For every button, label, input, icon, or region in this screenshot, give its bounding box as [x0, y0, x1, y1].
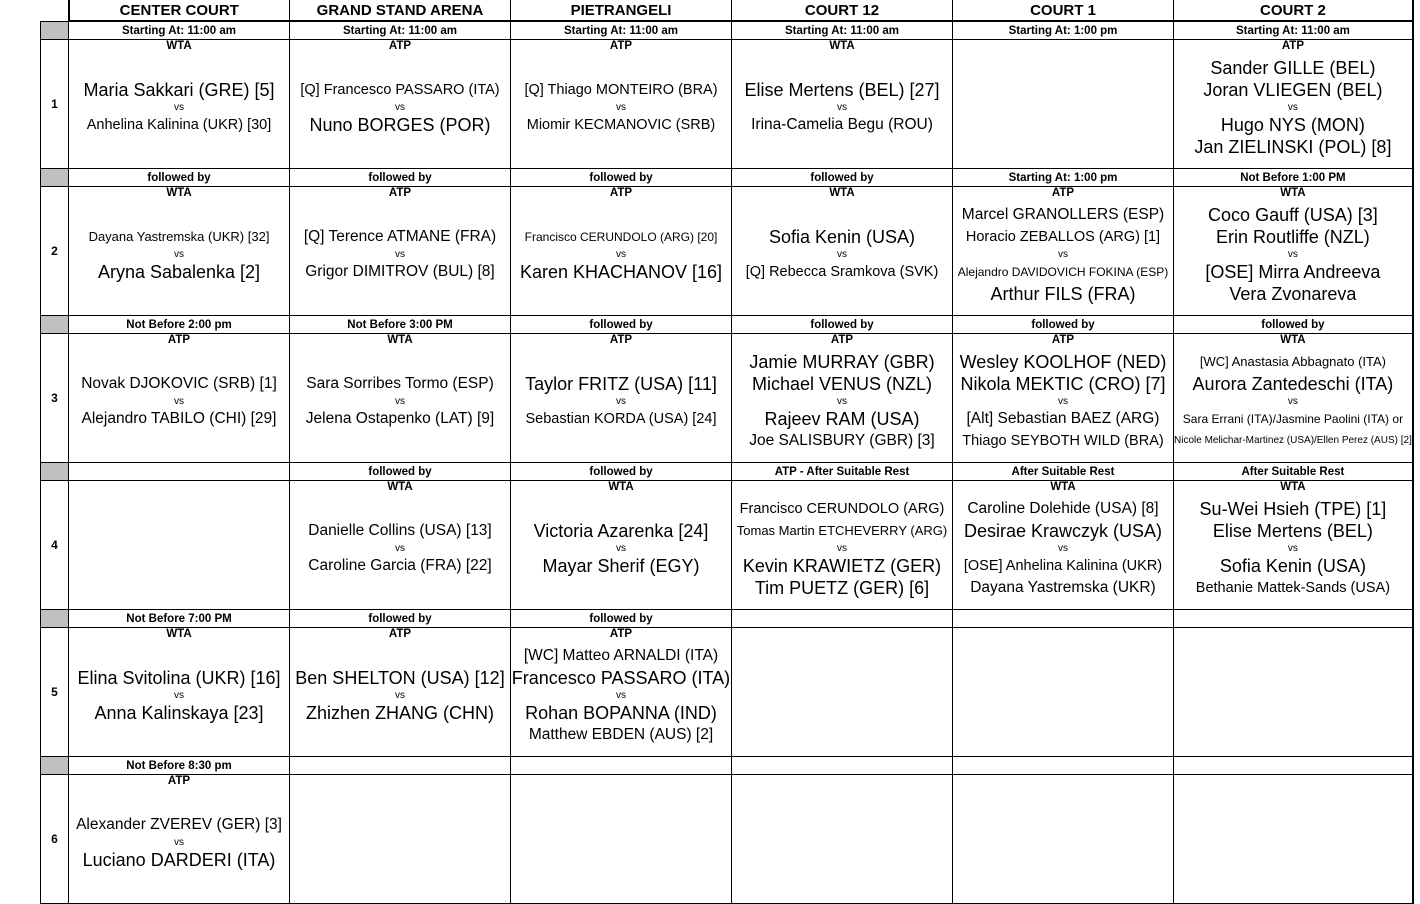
player-name: Arthur FILS (FRA) [990, 284, 1136, 304]
start-time-label: followed by [290, 463, 511, 481]
player-name: Su-Wei Hsieh (TPE) [1] [1199, 499, 1387, 519]
start-time-label: followed by [290, 169, 511, 187]
versus-label: vs [1287, 396, 1298, 407]
player-name: Joran VLIEGEN (BEL) [1203, 80, 1383, 100]
row-marker [41, 21, 69, 40]
start-time-label [953, 610, 1174, 628]
versus-label: vs [837, 249, 847, 260]
player-name: Rohan BOPANNA (IND) [525, 703, 717, 723]
tour-label: ATP [609, 334, 633, 346]
match-cell [511, 40, 732, 169]
versus-label: vs [836, 543, 847, 554]
match-row [41, 775, 1413, 904]
start-time-label: Starting At: 11:00 am [511, 21, 732, 40]
versus-label: vs [174, 690, 184, 701]
player-name: Dayana Yastremska (UKR) [970, 579, 1156, 596]
player-name: [Q] Rebecca Sramkova (SVK) [745, 264, 939, 280]
player-name: Rajeev RAM (USA) [764, 409, 920, 429]
start-time-label: followed by [732, 316, 953, 334]
tour-label: ATP [609, 187, 633, 199]
versus-label: vs [1057, 543, 1068, 554]
player-name: Luciano DARDERI (ITA) [82, 850, 276, 870]
match-cell [732, 481, 953, 610]
versus-label: vs [394, 102, 405, 113]
player-name: Sofia Kenin (USA) [768, 227, 916, 247]
player-name: Alexander ZVEREV (GER) [3] [76, 816, 282, 833]
player-name: Miomir KECMANOVIC (SRB) [526, 117, 716, 133]
player-name: Vera Zvonareva [1229, 284, 1357, 304]
start-time-label [511, 757, 732, 775]
start-time-label: followed by [511, 169, 732, 187]
tour-label: ATP [609, 628, 633, 640]
start-time-label: Starting At: 1:00 pm [953, 21, 1174, 40]
start-time-label: Starting At: 11:00 am [1174, 21, 1413, 40]
player-name: [Q] Francesco PASSARO (ITA) [300, 82, 500, 98]
player-name: Kevin KRAWIETZ (GER) [742, 556, 942, 576]
start-time-label [69, 463, 290, 481]
start-time-label [732, 757, 953, 775]
tour-label: WTA [1280, 187, 1306, 199]
court-header: GRAND STAND ARENA [290, 0, 511, 21]
start-time-label: Not Before 8:30 pm [69, 757, 290, 775]
versus-label: vs [1057, 396, 1068, 407]
player-name: Sara Sorribes Tormo (ESP) [306, 375, 494, 392]
match-row [41, 334, 1413, 463]
match-cell [69, 628, 290, 757]
match-cell [953, 187, 1174, 316]
versus-label: vs [1287, 249, 1298, 260]
player-name: Karen KHACHANOV [16] [519, 262, 723, 282]
player-name: Irina-Camelia Begu (ROU) [751, 116, 933, 133]
player-name: Elise Mertens (BEL) [1212, 521, 1373, 541]
player-name: Marcel GRANOLLERS (ESP) [961, 206, 1165, 223]
player-name: Joe SALISBURY (GBR) [3] [749, 432, 935, 449]
match-cell [953, 40, 1174, 169]
versus-label: vs [395, 396, 405, 407]
versus-label: vs [394, 249, 405, 260]
start-time-label: followed by [953, 316, 1174, 334]
match-cell [69, 40, 290, 169]
start-time-label: followed by [732, 169, 953, 187]
time-header-row [41, 21, 1413, 40]
player-name: Aurora Zantedeschi (ITA) [1192, 374, 1394, 394]
player-name: Francisco CERUNDOLO (ARG) [739, 501, 945, 517]
player-name: Victoria Azarenka [24] [533, 521, 709, 541]
match-cell [290, 628, 511, 757]
player-name: Elina Svitolina (UKR) [16] [77, 668, 281, 688]
versus-label: vs [395, 543, 405, 554]
tour-label: WTA [829, 40, 855, 52]
versus-label: vs [1057, 249, 1068, 260]
match-cell [290, 775, 511, 904]
start-time-label: After Suitable Rest [953, 463, 1174, 481]
versus-label: vs [174, 837, 184, 848]
start-time-label [1174, 757, 1413, 775]
player-name: Sofia Kenin (USA) [1219, 556, 1366, 576]
start-time-label: followed by [290, 610, 511, 628]
court-header-row [41, 0, 1413, 21]
row-marker [41, 463, 69, 481]
player-name: Danielle Collins (USA) [13] [308, 522, 492, 539]
tour-label: ATP [1051, 187, 1075, 199]
start-time-label: Not Before 2:00 pm [69, 316, 290, 334]
match-order-number: 5 [41, 628, 69, 757]
player-name: Jamie MURRAY (GBR) [749, 352, 935, 372]
tour-label: WTA [387, 334, 413, 346]
match-order-number: 3 [41, 334, 69, 463]
row-marker [41, 610, 69, 628]
player-name: Sara Errani (ITA)/Jasmine Paolini (ITA) or [1182, 412, 1404, 426]
match-cell [290, 40, 511, 169]
player-name: Grigor DIMITROV (BUL) [8] [305, 263, 495, 280]
start-time-label: Not Before 1:00 PM [1174, 169, 1413, 187]
player-name: Horacio ZEBALLOS (ARG) [1] [965, 229, 1161, 245]
player-name: [Alt] Sebastian BAEZ (ARG) [966, 410, 1160, 427]
tour-label: WTA [829, 187, 855, 199]
player-name: Nicole Melichar-Martinez (USA)/Ellen Perez (AUS) [2] [1174, 435, 1412, 446]
player-name: Jelena Ostapenko (LAT) [9] [305, 410, 495, 427]
match-order-number: 2 [41, 187, 69, 316]
match-cell [290, 481, 511, 610]
tour-label: WTA [1050, 481, 1076, 493]
match-cell [953, 628, 1174, 757]
player-name: [Q] Terence ATMANE (FRA) [303, 228, 497, 245]
match-cell [290, 187, 511, 316]
player-name: Matthew EBDEN (AUS) [2] [528, 726, 714, 743]
match-cell [290, 334, 511, 463]
tour-label: WTA [1280, 334, 1306, 346]
match-cell [1174, 40, 1413, 169]
versus-label: vs [394, 690, 405, 701]
player-name: Bethanie Mattek-Sands (USA) [1195, 580, 1391, 596]
versus-label: vs [616, 543, 626, 554]
tour-label: ATP [167, 334, 191, 346]
player-name: [OSE] Anhelina Kalinina (UKR) [963, 558, 1163, 574]
match-cell [732, 40, 953, 169]
player-name: Zhizhen ZHANG (CHN) [305, 703, 494, 723]
court-header: COURT 1 [953, 0, 1174, 21]
match-cell [732, 334, 953, 463]
tour-label: ATP [167, 775, 191, 787]
tour-label: ATP [388, 628, 412, 640]
match-cell [953, 775, 1174, 904]
court-header: CENTER COURT [69, 0, 290, 21]
start-time-label: Not Before 3:00 PM [290, 316, 511, 334]
player-name: Sander GILLE (BEL) [1210, 58, 1376, 78]
start-time-label: Starting At: 11:00 am [290, 21, 511, 40]
player-name: [WC] Matteo ARNALDI (ITA) [523, 647, 719, 664]
player-name: Novak DJOKOVIC (SRB) [1] [81, 375, 277, 392]
player-name: Francesco PASSARO (ITA) [511, 668, 731, 688]
row-marker [41, 316, 69, 334]
court-header: COURT 2 [1174, 0, 1413, 21]
court-header: COURT 12 [732, 0, 953, 21]
start-time-label [953, 757, 1174, 775]
match-cell [953, 481, 1174, 610]
player-name: Tim PUETZ (GER) [6] [754, 578, 930, 598]
match-cell [732, 628, 953, 757]
player-name: Michael VENUS (NZL) [751, 374, 933, 394]
player-name: Tomas Martin ETCHEVERRY (ARG) [736, 523, 948, 538]
match-row [41, 481, 1413, 610]
player-name: [Q] Thiago MONTEIRO (BRA) [524, 82, 718, 98]
start-time-label: Starting At: 11:00 am [69, 21, 290, 40]
match-cell [1174, 481, 1413, 610]
match-cell [1174, 628, 1413, 757]
versus-label: vs [615, 249, 626, 260]
player-name: Sebastian KORDA (USA) [24] [525, 411, 717, 427]
versus-label: vs [1287, 102, 1298, 113]
player-name: Mayar Sherif (EGY) [542, 556, 700, 576]
match-cell [1174, 187, 1413, 316]
tour-label: WTA [166, 40, 192, 52]
match-cell [69, 187, 290, 316]
player-name: Caroline Garcia (FRA) [22] [308, 557, 492, 574]
tour-label: WTA [166, 187, 192, 199]
versus-label: vs [174, 249, 184, 260]
match-cell [69, 775, 290, 904]
versus-label: vs [615, 690, 626, 701]
time-header-row [41, 169, 1413, 187]
start-time-label: followed by [511, 463, 732, 481]
match-cell [511, 628, 732, 757]
player-name: Anhelina Kalinina (UKR) [30] [86, 117, 272, 133]
tour-label: ATP [1051, 334, 1075, 346]
tour-label: ATP [388, 187, 412, 199]
match-row [41, 40, 1413, 169]
player-name: Alejandro DAVIDOVICH FOKINA (ESP) [957, 265, 1169, 279]
start-time-label: ATP - After Suitable Rest [732, 463, 953, 481]
start-time-label: followed by [511, 610, 732, 628]
player-name: Caroline Dolehide (USA) [8] [967, 500, 1159, 517]
player-name: Nikola MEKTIC (CRO) [7] [960, 374, 1166, 394]
tour-label: ATP [388, 40, 412, 52]
match-cell [1174, 775, 1413, 904]
tour-label: ATP [609, 40, 633, 52]
match-cell [69, 334, 290, 463]
match-row [41, 628, 1413, 757]
start-time-label [732, 610, 953, 628]
player-name: Maria Sakkari (GRE) [5] [83, 80, 275, 100]
player-name: Elise Mertens (BEL) [27] [744, 80, 940, 100]
versus-label: vs [836, 102, 847, 113]
time-header-row [41, 316, 1413, 334]
player-name: [OSE] Mirra Andreeva [1205, 262, 1381, 282]
match-cell [511, 481, 732, 610]
player-name: Taylor FRITZ (USA) [11] [525, 374, 717, 394]
player-name: Anna Kalinskaya [23] [94, 703, 264, 723]
start-time-label: followed by [1174, 316, 1413, 334]
row-marker [41, 757, 69, 775]
match-cell [732, 775, 953, 904]
tour-label: WTA [166, 628, 192, 640]
order-of-play-table [40, 0, 1414, 904]
tour-label: WTA [1280, 481, 1306, 493]
start-time-label: followed by [511, 316, 732, 334]
match-cell [953, 334, 1174, 463]
versus-label: vs [173, 396, 184, 407]
match-row [41, 187, 1413, 316]
versus-label: vs [615, 396, 626, 407]
start-time-label: Starting At: 11:00 am [732, 21, 953, 40]
player-name: Aryna Sabalenka [2] [97, 262, 261, 282]
player-name: [WC] Anastasia Abbagnato (ITA) [1199, 354, 1387, 369]
versus-label: vs [173, 102, 184, 113]
versus-label: vs [1287, 543, 1298, 554]
start-time-label: Not Before 7:00 PM [69, 610, 290, 628]
match-order-number: 1 [41, 40, 69, 169]
tour-label: WTA [387, 481, 413, 493]
start-time-label [1174, 610, 1413, 628]
start-time-label: After Suitable Rest [1174, 463, 1413, 481]
player-name: Jan ZIELINSKI (POL) [8] [1194, 137, 1392, 157]
player-name: Desirae Krawczyk (USA) [963, 521, 1163, 541]
player-name: Erin Routliffe (NZL) [1216, 227, 1370, 247]
time-header-row [41, 463, 1413, 481]
versus-label: vs [615, 102, 626, 113]
time-header-row [41, 757, 1413, 775]
match-order-number: 4 [41, 481, 69, 610]
versus-label: vs [836, 396, 847, 407]
player-name: Alejandro TABILO (CHI) [29] [81, 410, 277, 427]
court-header: PIETRANGELI [511, 0, 732, 21]
match-cell [1174, 334, 1413, 463]
player-name: Nuno BORGES (POR) [309, 115, 491, 135]
match-order-number: 6 [41, 775, 69, 904]
row-marker [41, 169, 69, 187]
start-time-label: Starting At: 1:00 pm [953, 169, 1174, 187]
start-time-label: followed by [69, 169, 290, 187]
player-name: Wesley KOOLHOF (NED) [959, 352, 1167, 372]
match-cell [69, 481, 290, 610]
tour-label: ATP [1281, 40, 1304, 52]
player-name: Hugo NYS (MON) [1220, 115, 1365, 135]
time-header-row [41, 610, 1413, 628]
player-name: Ben SHELTON (USA) [12] [295, 668, 505, 688]
tour-label: WTA [608, 481, 634, 493]
tour-label: ATP [830, 334, 854, 346]
player-name: Francisco CERUNDOLO (ARG) [20] [524, 230, 718, 244]
corner-cell [41, 0, 69, 21]
player-name: Dayana Yastremska (UKR) [32] [88, 229, 270, 244]
player-name: Coco Gauff (USA) [3] [1208, 205, 1378, 225]
match-cell [511, 334, 732, 463]
match-cell [511, 775, 732, 904]
player-name: Thiago SEYBOTH WILD (BRA) [962, 433, 1164, 449]
match-cell [511, 187, 732, 316]
match-cell [732, 187, 953, 316]
start-time-label [290, 757, 511, 775]
